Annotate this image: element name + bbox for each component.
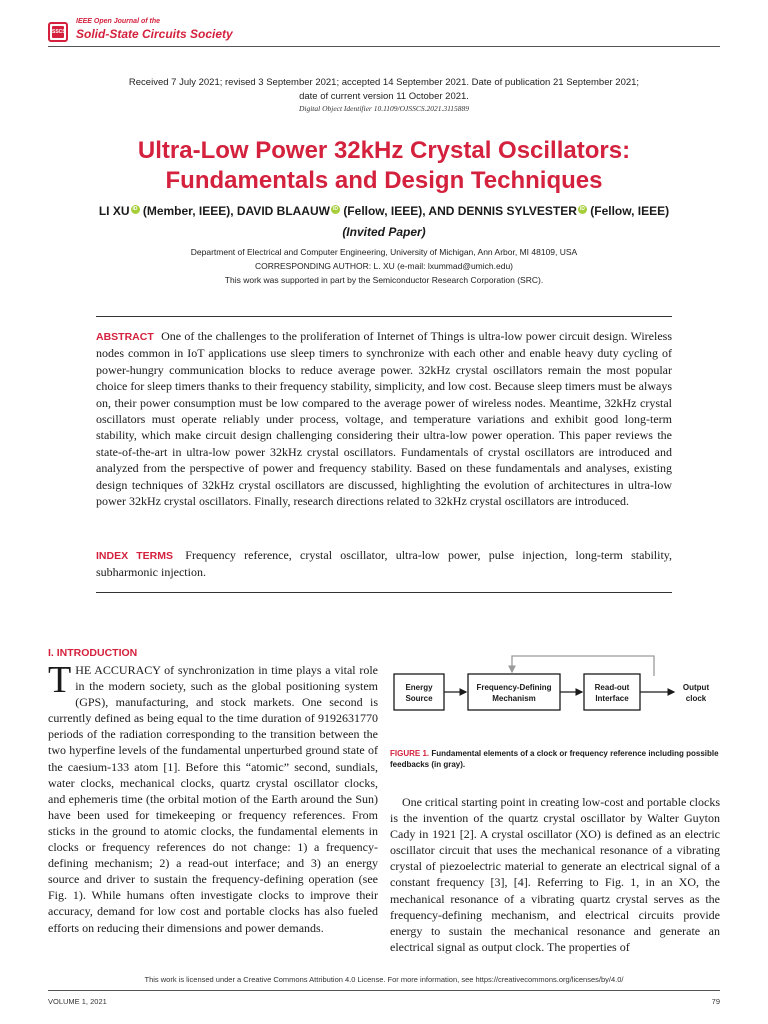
affiliations: [40, 245, 728, 287]
dates-line-2: date of current version 11 October 2021.: [299, 91, 469, 102]
drop-cap: T: [48, 659, 72, 701]
author-list: [40, 204, 728, 218]
invited-paper-label: (Invited Paper): [342, 225, 426, 239]
funding-note: This work was supported in part by the Semiconductor Research Corporation (SRC).: [224, 275, 544, 285]
license-notice[interactable]: This work is licensed under a Creative Commons Attribution 4.0 License. For more information, see https://creativecommons.org/licenses/by/4.0/: [144, 975, 624, 984]
author-3-role: (Fellow, IEEE): [590, 204, 670, 218]
journal-name-top: IEEE Open Journal of the: [76, 18, 161, 25]
publication-dates: [100, 76, 668, 104]
orcid-icon[interactable]: iD: [332, 206, 338, 212]
abstract-bottom-divider: [96, 592, 672, 593]
right-paragraph-text: One critical starting point in creating low-cost and portable clocks is the invention of the quartz crystal oscillator by Walter Guyton Cady in 1921 [2]. A crystal oscillator (XO) is defined as an electric oscillator circuit that uses the mechanical resonance of a vibrating crystal of piezoelectric material to generate an electrical signal of a constant frequency [3], [4]. Referring to Fig. 1, in an XO, the mechanical resonance of a vibrating quartz crystal serves as the frequency-defining mechanism, and electrical circuits provide energy to sustain the mechanical resonance and generate an electrical signal as output clock. The properties of: [390, 795, 720, 954]
affiliation-line: Department of Electrical and Computer Engineering, University of Michigan, Ann Arbor, MI 48109, USA: [190, 247, 578, 257]
paper-title: [40, 136, 728, 196]
readout-label-2: Interface: [595, 694, 629, 703]
dates-line-1: Received 7 July 2021; revised 3 September 2021; accepted 14 September 2021. Date of publication 21 September 2021;: [128, 77, 640, 88]
title-line-1: Ultra-Low Power 32kHz Crystal Oscillators:: [137, 137, 631, 164]
abstract-text: One of the challenges to the proliferation of Internet of Things is ultra-low power circuit design. Wireless nodes common in IoT applications use sleep timers to synchronize with each other and enable heavy duty cycling of power-hungry communication blocks to reduce average power. 32kHz crystal oscillators remain the most popular choice for sleep timers thanks to their frequency stability, simplicity, and low cost. Because sleep timers must be always on, their power consumption must be low compared to the average power of wireless nodes. Meantime, 32kHz crystal oscillators must operate reliably under process, voltage, and temperature variations and exhibit good long-term stability, which make circuit design challenging considering their ultra-low power operation. This paper reviews the state-of-the-art in ultra-low power 32kHz crystal oscillators. Fundamentals of crystal oscillators are introduced and analyzed from the perspective of power and frequency stability. Based on these fundamentals and analyses, existing design techniques of 32kHz crystal oscillators are discussed, highlighting the evolution of architectures in ultra-low power 32kHz crystal oscillators. Finally, research directions related to 32kHz crystal oscillators are introduced.: [96, 329, 672, 509]
intro-paragraph-text: HE ACCURACY of synchronization in time plays a vital role in the modern society, such as the global positioning system (GPS), manufacturing, and stock markets. One second is currently defined as being equal to the time duration of 9192631770 periods of the radiation corresponding to the transition between the two hyperfine levels of the fundamental unperturbed ground state of the caesium-133 atom [1]. Before this “atomic” second, sundials, water clocks, mechanical clocks, quartz crystal oscillator clocks, and ephemeris time (the orbital motion of the Earth around the Sun) have been used for timekeeping or frequency references. From sticks in the ground to atomic clocks, the fundamental elements in clocks or frequency references do not change: 1) a frequency-defining mechanism; 2) a read-out interface; and 3) an energy source and driver to sustain the frequency-defining operation (see Fig. 1). While humans often investigate clocks to improve their accuracy, demand for low cost and portable clocks has also fueled efforts on reducing their dimensions and power demands.: [48, 663, 378, 935]
figure-1-caption: [390, 748, 720, 770]
readout-label-1: Read-out: [594, 683, 630, 692]
author-1-name: LI XU: [98, 204, 130, 218]
footer-divider: [48, 990, 720, 991]
right-column-paragraph: [390, 794, 720, 955]
frequency-defining-label-2: Mechanism: [492, 694, 536, 703]
page-number: 79: [711, 997, 720, 1006]
energy-source-label-2: Source: [405, 694, 433, 703]
output-clock-label-1: Output: [682, 683, 710, 692]
figure-1-diagram: [390, 648, 720, 740]
index-terms-text: Frequency reference, crystal oscillator, ultra-low power, pulse injection, long-term stability, subharmonic injection.: [96, 548, 673, 580]
title-line-2: Fundamentals and Design Techniques: [165, 167, 603, 194]
feedback-line: [512, 656, 654, 676]
energy-source-label-1: Energy: [405, 683, 433, 692]
frequency-defining-label-1: Frequency-Defining: [476, 683, 552, 692]
figure-1-caption-text: Fundamental elements of a clock or frequency reference including possible feedbacks (in gray).: [390, 749, 719, 769]
orcid-icon[interactable]: iD: [579, 206, 585, 212]
section-heading-introduction: I. INTRODUCTION: [48, 647, 138, 659]
corresponding-author: CORRESPONDING AUTHOR: L. XU (e-mail: lxummad@umich.edu): [254, 261, 513, 271]
index-terms: [96, 547, 672, 581]
abstract-top-divider: [96, 316, 672, 317]
output-clock-label-2: clock: [685, 694, 707, 703]
abstract-label: ABSTRACT: [96, 331, 154, 343]
journal-name-main: Solid-State Circuits Society: [76, 27, 233, 41]
energy-source-box: [394, 674, 444, 710]
intro-paragraph: [48, 659, 378, 936]
figure-1-label: FIGURE 1.: [390, 749, 430, 758]
society-logo-mark: SSCS: [52, 26, 64, 38]
readout-interface-box: [584, 674, 640, 710]
abstract: [96, 328, 672, 509]
frequency-defining-box: [468, 674, 560, 710]
volume-info: VOLUME 1, 2021: [48, 997, 107, 1006]
header-divider: [48, 46, 720, 47]
doi[interactable]: Digital Object Identifier 10.1109/OJSSCS.2021.3115889: [298, 104, 470, 113]
society-logo: [48, 22, 68, 42]
author-2-role: (Fellow, IEEE), AND DENNIS SYLVESTER: [343, 204, 577, 218]
index-terms-label: INDEX TERMS: [96, 550, 174, 562]
author-1-role: (Member, IEEE), DAVID BLAAUW: [142, 204, 330, 218]
orcid-icon[interactable]: iD: [132, 206, 138, 212]
